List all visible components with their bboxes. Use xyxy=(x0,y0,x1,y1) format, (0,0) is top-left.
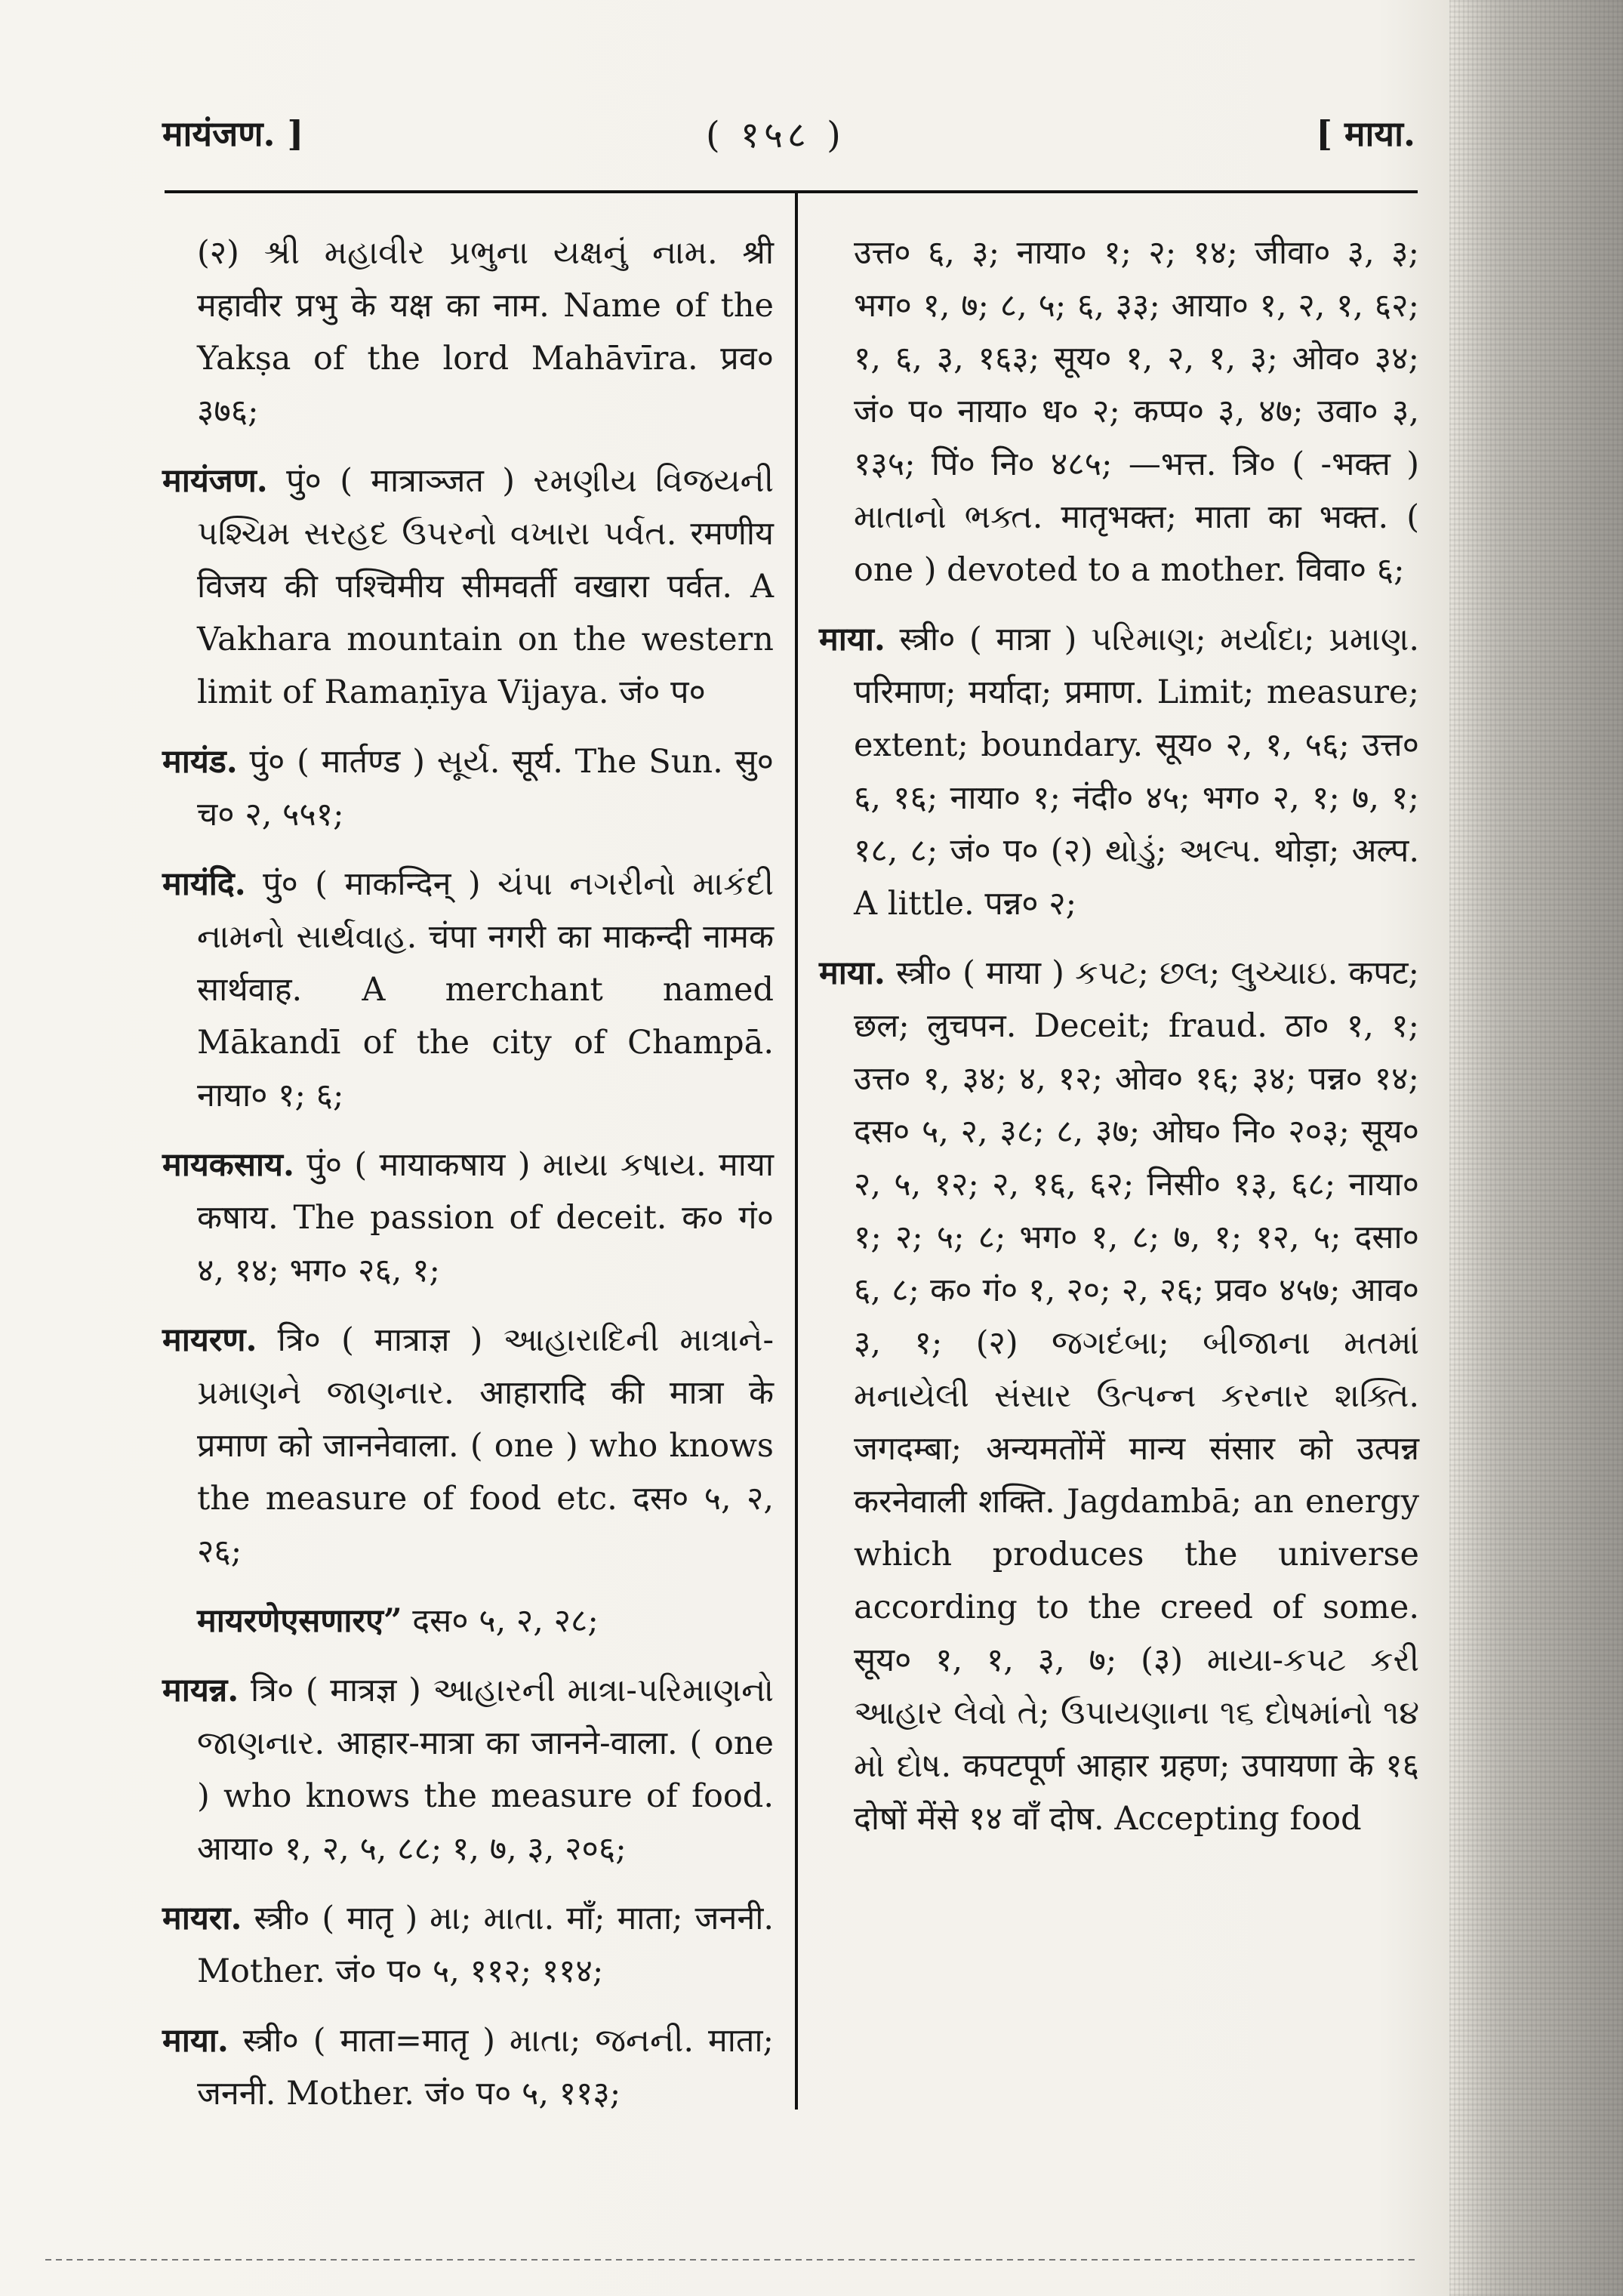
entry-continuation xyxy=(819,227,1419,596)
entry-text: पुं० ( माकन्दिन् ) ચંપા નગરીનો માકંદી નામનો સાર્થવાહ. चंपा नगरी का माकन्दी नामक सार्थवाह. A merchant named Mākandī of the city of Champā. नाया० १; ६; xyxy=(197,865,774,1114)
dictionary-entry xyxy=(819,947,1419,1845)
sub-headword: मायरणेएसणारए” xyxy=(197,1602,402,1640)
headword: मायंदि. xyxy=(162,865,246,903)
header-left-guideword: मायंजण. ] xyxy=(162,113,304,154)
dictionary-entry xyxy=(819,613,1419,930)
headword: मायन्न. xyxy=(162,1672,239,1709)
dictionary-entry xyxy=(162,2014,774,2120)
page-header xyxy=(162,109,1415,162)
dictionary-entry xyxy=(162,1314,774,1578)
entry-text: स्त्री० ( मात्रा ) પરિમાણ; મર્યાદા; પ્રમાણ. परिमाण; मर्यादा; प्रमाण. Limit; measure; extent; boundary. सूय० २, १, ५६; उत्त० ६, १६; नाया० १; नंदी० ४५; भग० २, १; ७, १; १८, ८; जं० प० (२) થોડું; અલ્પ. थोड़ा; अल्प. A little. पन्न० २; xyxy=(854,621,1419,923)
dictionary-entry xyxy=(162,858,774,1122)
dictionary-entry xyxy=(162,455,774,719)
headword: मायकसाय. xyxy=(162,1146,294,1184)
dictionary-entry xyxy=(162,735,774,841)
entry-text: (२) શ્રી મહાવીર પ્રભુના યક્ષનું નામ. श्री महावीर प्रभु के यक्ष का नाम. Name of the Yakṣa of the lord Mahāvīra. प्रव० ३७६; xyxy=(197,234,774,430)
headword: माया. xyxy=(819,954,885,992)
left-column xyxy=(162,227,774,2137)
header-rule xyxy=(165,190,1418,193)
entry-text: पुं० ( मात्राञ्जत ) રમણીય વિજયની પશ્ચિમ સરહદ ઉપરનો વખારા પર્વત. रमणीय विजय की पश्चिमीय सीमवर्ती वखारा पर्वत. A Vakhara mountain on the western limit of Ramaṇīya Vijaya. जं० प० xyxy=(197,462,774,711)
column-divider xyxy=(795,192,798,2110)
headword: मायरण. xyxy=(162,1321,257,1359)
dictionary-entry xyxy=(162,1664,774,1875)
headword: मायंड. xyxy=(162,743,238,781)
dictionary-entry xyxy=(162,1892,774,1998)
page-number: ( १५८ ) xyxy=(706,114,845,156)
headword: माया. xyxy=(162,2022,229,2060)
header-right-guideword: [ माया. xyxy=(1316,113,1415,154)
right-column xyxy=(819,227,1419,1862)
page-gutter-shadow xyxy=(1449,0,1623,2296)
sub-entry xyxy=(162,1595,774,1647)
entry-text: पुं० ( मार्तण्ड ) સૂર્ય. सूर्य. The Sun. सु० च० २, ५५१; xyxy=(197,743,774,834)
scan-edge-line xyxy=(45,2259,1419,2261)
entry-text: स्त्री० ( माया ) કપટ; છલ; લુચ્ચાઇ. कपट; छल; लुचपन. Deceit; fraud. ठा० १, १; उत्त० १, ३४; ४, १२; ओव० १६; ३४; पन्न० १४; दस० ५, २, ३८; ८, ३७; ओघ० नि० २०३; सूय० २, ५, १२; २, १६, ६२; निसी० १३, ६८; नाया० १; २; ५; ८; भग० १, ८; ७, १; १२, ५; दसा० ६, ८; क० गं० १, २०; २, २६; प्रव० ४५७; आव० ३, १; (२) જગદંબા; બીજાના મતમાં મનાયેલી સંસાર ઉત્પન્ન કરનાર શક્તિ. जगदम्बा; अन्यमतोंमें मान्य संसार को उत्पन्न करनेवाली शक्ति. Jagdambā; an energy which produces the universe according to the creed of some. सूय० १, १, ३, ७; (३) માયા-કપટ કરી આહાર લેવો તે; ઉપાયણાના ૧૬ દોષમાંનો ૧૪ મો દોષ. कपटपूर्ण आहार ग्रहण; उपायणा के १६ दोषों मेंसे १४ वाँ दोष. Accepting food xyxy=(854,954,1419,1838)
headword: मायरा. xyxy=(162,1900,242,1937)
headword: माया. xyxy=(819,621,885,658)
headword: मायंजण. xyxy=(162,462,268,500)
entry-text: स्त्री० ( माता=मातृ ) માતા; જનની. माता; जननी. Mother. जं० प० ५, ११३; xyxy=(197,2022,774,2113)
entry-text: उत्त० ६, ३; नाया० १; २; १४; जीवा० ३, ३; भग० १, ७; ८, ५; ६, ३३; आया० १, २, १, ६२; १, ६, ३, १६३; सूय० १, २, १, ३; ओव० ३४; जं० प० नाया० ध० २; कप्प० ३, ४७; उवा० ३, १३५; पिं० नि० ४८५; —भत्त. त्रि० ( -भक्त ) માતાનો ભક્ત. मातृभक्त; माता का भक्त. ( one ) devoted to a mother. विवा० ६; xyxy=(854,234,1419,589)
entry-text: दस० ५, २, २८; xyxy=(402,1602,599,1640)
entry-text: त्रि० ( मात्रज्ञ ) આહારની માત્રા-પરિમાણનો જાણનાર. आहार-मात्रा का जानने-वाला. ( one ) who knows the measure of food. आया० १, २, ५, ८८; १, ७, ३, २०६; xyxy=(197,1672,774,1868)
entry-continuation xyxy=(162,227,774,438)
entry-text: स्त्री० ( मातृ ) મા; માતા. माँ; माता; जननी. Mother. जं० प० ५, ११२; ११४; xyxy=(197,1900,774,1990)
entry-text: पुं० ( मायाकषाय ) માયા કષાય. माया कषाय. The passion of deceit. क० गं० ४, १४; भग० २६, १; xyxy=(197,1146,774,1290)
dictionary-entry xyxy=(162,1139,774,1297)
entry-text: त्रि० ( मात्राज्ञ ) આહારાદિની માત્રાને-પ્રમાણને જાણનાર. आहारादि की मात्रा के प्रमाण को जाननेवाला. ( one ) who knows the measure of food etc. दस० ५, २, २६; xyxy=(197,1321,774,1570)
